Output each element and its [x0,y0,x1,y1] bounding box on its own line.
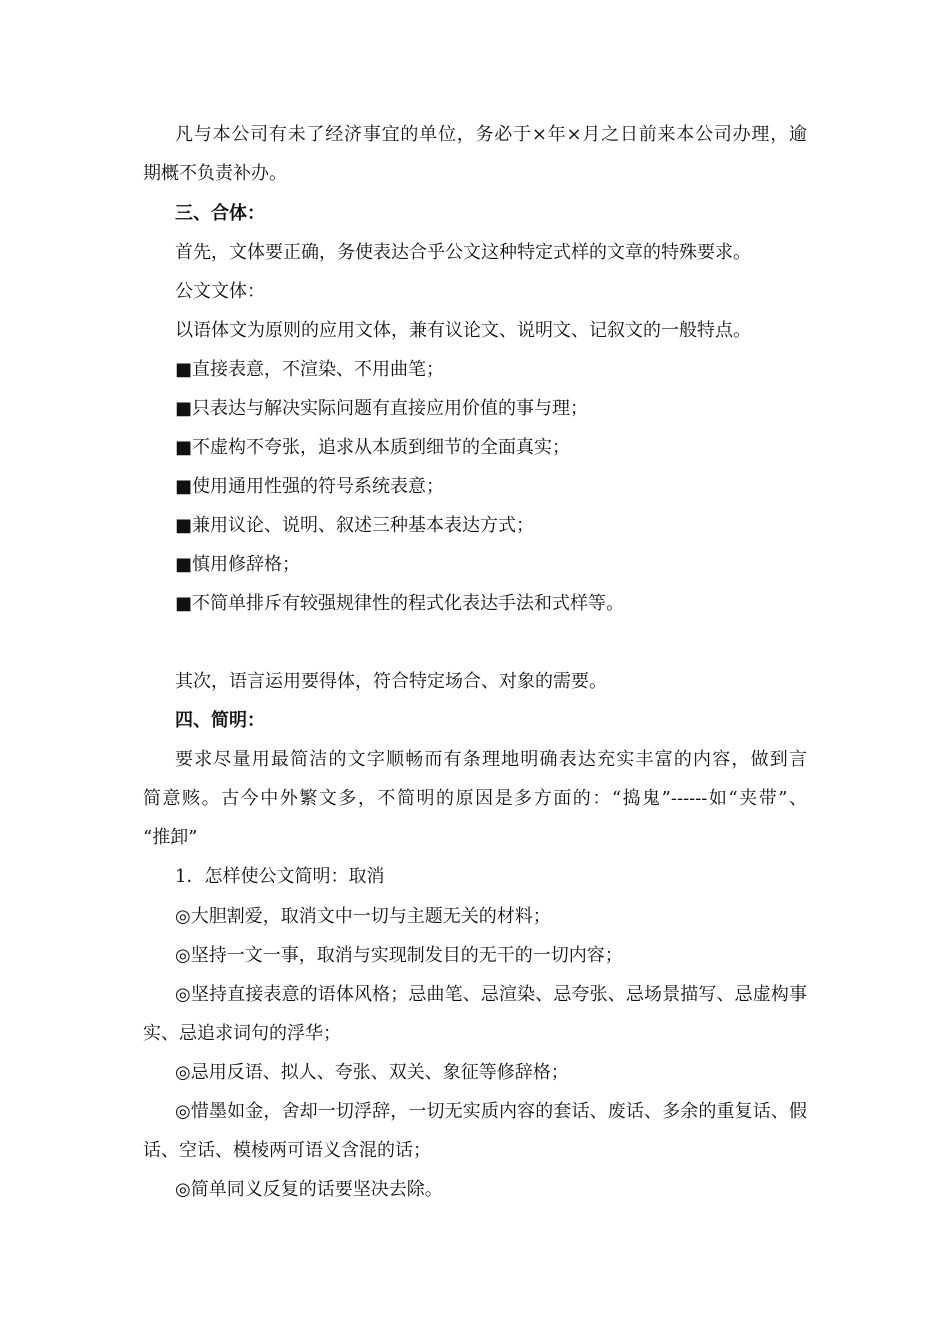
section-heading-4: 四、简明： [175,710,265,731]
feature-item: ■只表达与解决实际问题有直接应用价值的事与理； [175,398,589,419]
para-second: 其次，语言运用要得体，符合特定场合、对象的需要。 [175,671,607,692]
method-item: ◎忌用反语、拟人、夸张、双关、象征等修辞格； [175,1062,569,1083]
section-heading-3: 三、合体： [175,203,265,224]
method-item: ◎坚持一文一事，取消与实现制发目的无干的一切内容； [175,945,623,966]
concise-para-line-2: 简意赅。古今中外繁文多，不简明的原因是多方面的：“捣鬼”------如“夹带”、 [143,788,807,809]
feature-item: ■慎用修辞格； [175,554,301,575]
method-item-line-2: 话、空话、模棱两可语义含混的话； [143,1140,431,1161]
paragraph-1-line-1: 凡与本公司有未了经济事宜的单位，务必于×年×月之日前来本公司办理，逾 [175,124,807,145]
feature-item: ■不虚构不夸张，追求从本质到细节的全面真实； [175,437,571,458]
item-1-title: 1．怎样使公文简明：取消 [175,866,385,887]
concise-para-line-3: “推卸” [143,827,198,848]
method-item-line-2: 实、忌追求词句的浮华； [143,1023,341,1044]
feature-item: ■兼用议论、说明、叙述三种基本表达方式； [175,515,535,536]
method-item-line-1: ◎惜墨如金，舍却一切浮辞，一切无实质内容的套话、废话、多余的重复话、假 [175,1101,807,1122]
feature-item: ■使用通用性强的符号系统表意； [175,476,445,497]
para-first: 首先，文体要正确，务使表达合乎公文这种特定式样的文章的特殊要求。 [175,242,751,263]
method-item-line-1: ◎坚持直接表意的语体风格；忌曲笔、忌渲染、忌夸张、忌场景描写、忌虚构事 [175,984,807,1005]
feature-item: ■不简单排斥有较强规律性的程式化表达手法和式样等。 [175,593,625,614]
method-item: ◎简单同义反复的话要坚决去除。 [175,1179,443,1200]
concise-para-line-1: 要求尽量用最简洁的文字顺畅而有条理地明确表达充实丰富的内容，做到言 [175,749,807,770]
official-style-desc: 以语体文为原则的应用文体，兼有议论文、说明文、记叙文的一般特点。 [175,320,751,341]
feature-item: ■直接表意，不渲染、不用曲笔； [175,359,445,380]
official-style-label: 公文文体： [175,281,265,302]
method-item: ◎大胆割爱，取消文中一切与主题无关的材料； [175,906,551,927]
paragraph-1-line-2: 期概不负责补办。 [143,163,287,184]
